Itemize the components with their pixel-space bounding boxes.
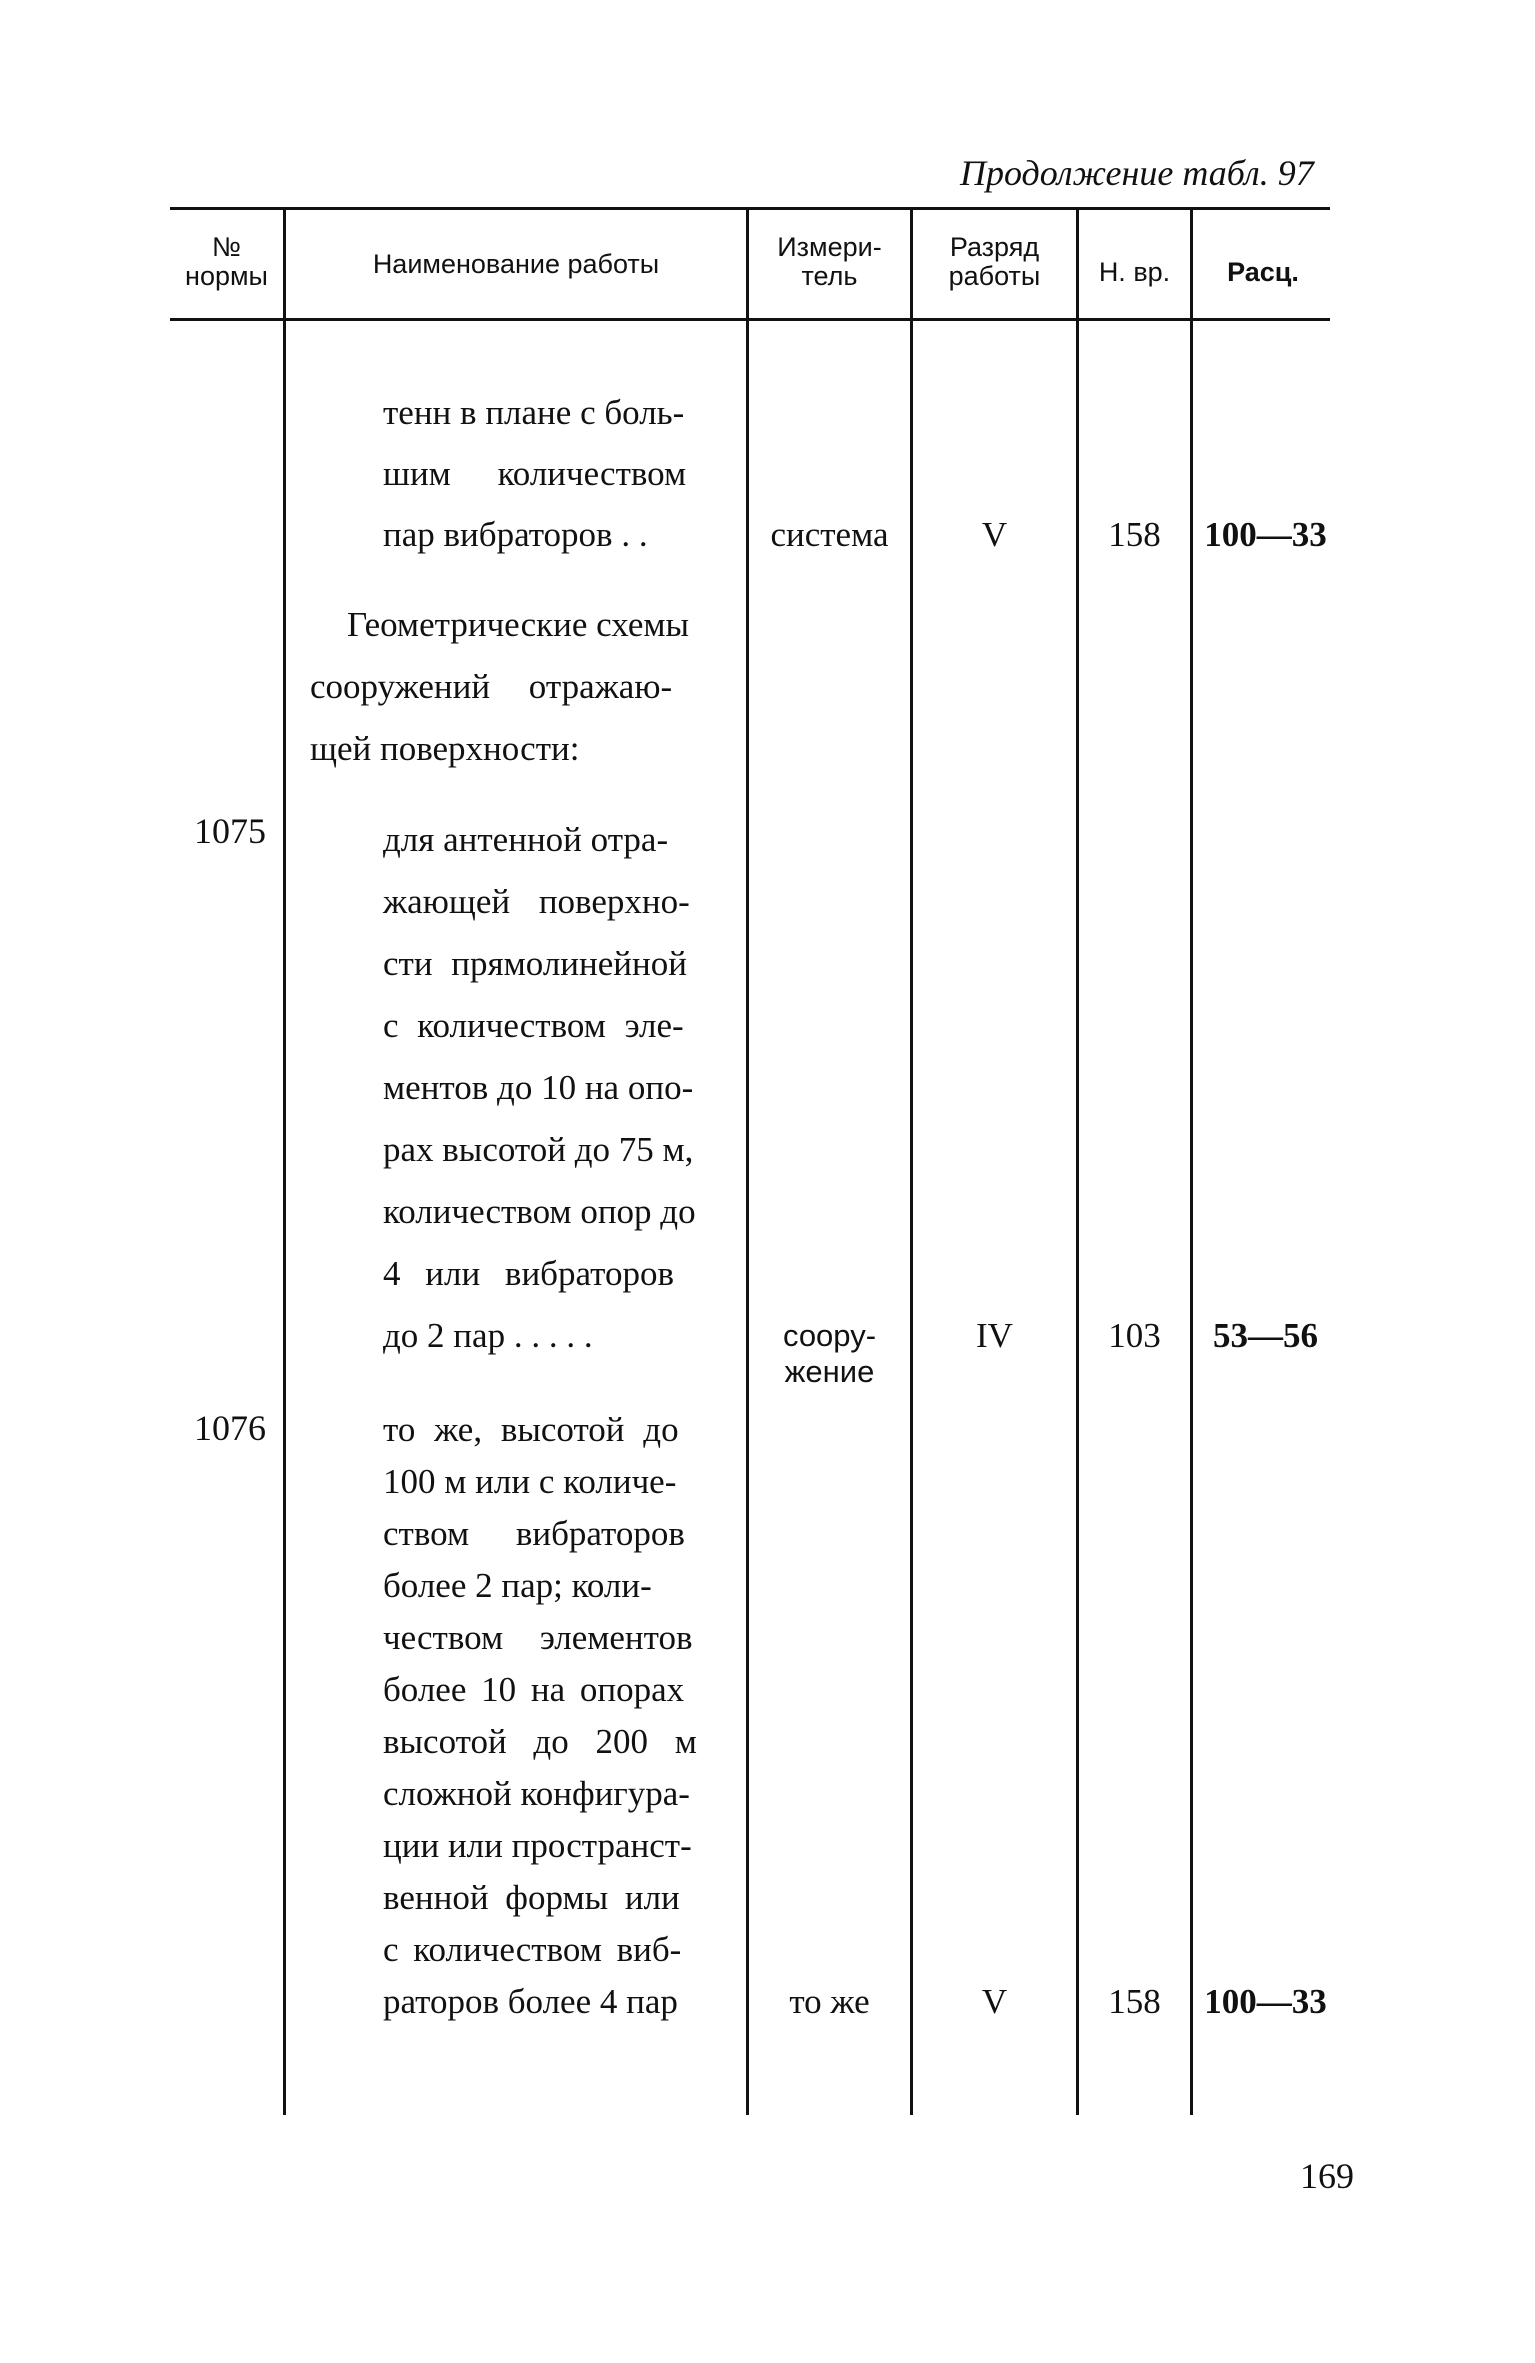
section-heading-line-0: Геометрические схемы (347, 605, 690, 644)
column-divider-4 (1076, 208, 1079, 2115)
row-1076-line-0: то же, высотой до (383, 1410, 679, 1449)
header-rate: Расц. (1227, 257, 1299, 287)
row-1076-line-10: с количеством виб- (383, 1930, 682, 1969)
row-1075-grade: IV (976, 1316, 1013, 1355)
header-unit-line2: тель (801, 261, 858, 291)
header-work-name: Наименование работы (372, 249, 660, 279)
row-1075-line-6: количеством опор до (383, 1192, 696, 1231)
row-1076-time-norm: 158 (1108, 1982, 1161, 2021)
row-1075-line-4: ментов до 10 на опо- (383, 1068, 694, 1107)
row-1076-line-7: сложной конфигура- (383, 1774, 690, 1813)
row-1075-time-norm: 103 (1108, 1316, 1161, 1355)
row-1075-line-0: для антенной отра- (383, 820, 669, 859)
row-1075-unit (749, 1318, 910, 1390)
header-unit (749, 233, 910, 291)
row-1076-line-3: более 2 пар; коли- (383, 1566, 652, 1605)
row-0-line-1: шим количеством (383, 454, 687, 493)
table-top-rule (170, 207, 1330, 210)
row-1076-grade: V (981, 1982, 1008, 2021)
row-1076-line-11: раторов более 4 пар (383, 1982, 678, 2021)
row-1076-rate: 100—33 (1204, 1982, 1327, 2021)
header-grade-line1: Разряд (949, 232, 1040, 262)
row-0-time-norm: 158 (1108, 515, 1161, 554)
column-divider-5 (1190, 208, 1193, 2115)
row-1075-rate: 53—56 (1213, 1316, 1318, 1355)
row-1075-line-3: с количеством эле- (383, 1006, 684, 1045)
header-norm-number-line2: нормы (185, 261, 268, 291)
row-1076-line-1: 100 м или с количе- (383, 1462, 677, 1501)
header-unit-line1: Измери- (777, 232, 882, 262)
row-1076-line-4: чеством элементов (383, 1618, 693, 1657)
section-heading-line-1: сооружений отражаю- (310, 667, 673, 706)
header-norm-number-line1: № (212, 232, 241, 262)
column-divider-1 (283, 208, 286, 2115)
column-divider-3 (910, 208, 913, 2115)
row-1076-line-6: высотой до 200 м (383, 1722, 697, 1761)
row-0-unit: система (770, 515, 889, 554)
header-time-norm: Н. вр. (1098, 257, 1171, 287)
row-1075-unit-line1: соору- (782, 1318, 877, 1353)
row-1076-norm-number: 1076 (194, 1408, 266, 1448)
header-grade-line2: работы (948, 261, 1041, 291)
row-0-rate: 100—33 (1204, 515, 1327, 554)
section-heading-line-2: щей поверхности: (310, 729, 580, 768)
row-1075-line-1: жающей поверхно- (383, 882, 690, 921)
row-1075-norm-number: 1075 (194, 811, 266, 851)
row-1075-line-2: сти прямолинейной (383, 944, 687, 983)
header-grade (913, 233, 1076, 291)
row-1075-unit-line2: жение (784, 1354, 875, 1389)
row-1076-line-2: ством вибраторов (383, 1514, 685, 1553)
table-caption: Продолжение табл. 97 (960, 153, 1314, 193)
row-1076-unit: то же (789, 1982, 870, 2021)
row-1075-line-8: до 2 пар . . . . . (383, 1316, 593, 1355)
page-number: 169 (1300, 2156, 1354, 2196)
row-0-line-0: тенн в плане с боль- (383, 393, 685, 432)
row-0-grade: V (981, 515, 1008, 554)
header-norm-number (170, 233, 283, 291)
column-divider-2 (746, 208, 749, 2115)
row-1075-line-5: рах высотой до 75 м, (383, 1130, 694, 1169)
row-1076-line-8: ции или пространст- (383, 1826, 692, 1865)
row-0-line-2: пар вибраторов . . (383, 515, 648, 554)
header-bottom-rule (170, 318, 1330, 321)
row-1075-line-7: 4 или вибраторов (383, 1254, 674, 1293)
row-1076-line-9: венной формы или (383, 1878, 680, 1917)
row-1076-line-5: более 10 на опорах (383, 1670, 685, 1709)
